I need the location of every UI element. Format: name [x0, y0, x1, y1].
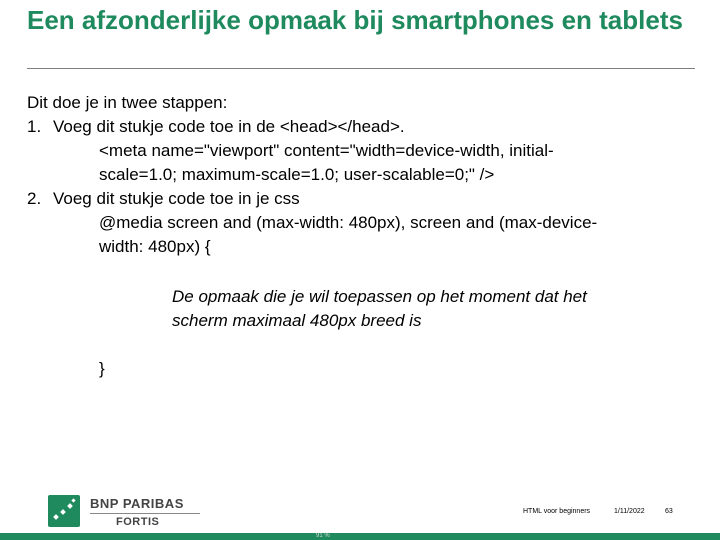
- step-1-text: Voeg dit stukje code toe in de <head></head>.: [53, 117, 405, 136]
- slide-footer: [0, 480, 720, 540]
- closing-brace: }: [99, 359, 105, 378]
- footer-progress-bar: [0, 533, 720, 540]
- logo-text-fortis: FORTIS: [116, 516, 160, 528]
- step-2-code-line-1: @media screen and (max-width: 480px), screen and (max-device-: [99, 213, 598, 232]
- step-1-code-line-2: scale=1.0; maximum-scale=1.0; user-scalable=0;" />: [99, 165, 495, 184]
- bnp-paribas-stars-icon: [48, 495, 80, 527]
- title-divider: [27, 68, 695, 69]
- logo-text-bnp-paribas: BNP PARIBAS: [90, 496, 184, 511]
- footer-page-number: 63: [665, 508, 673, 515]
- bnp-paribas-fortis-logo: [48, 495, 208, 529]
- footer-progress-label: 91 %: [316, 533, 330, 539]
- footer-date: 1/11/2022: [614, 508, 645, 515]
- intro-text: Dit doe je in twee stappen:: [27, 93, 228, 112]
- step-2-code-line-2: width: 480px) {: [99, 237, 211, 256]
- step-1-number: 1.: [27, 117, 42, 136]
- step-2-text: Voeg dit stukje code toe in je css: [53, 189, 300, 208]
- step-2-number: 2.: [27, 189, 42, 208]
- slide-title: Een afzonderlijke opmaak bij smartphones en tablets: [27, 5, 683, 35]
- step-1-code-line-1: <meta name="viewport" content="width=device-width, initial-: [99, 141, 554, 160]
- logo-divider: [90, 513, 200, 514]
- footer-course-title: HTML voor beginners: [523, 508, 591, 515]
- code-comment-line-1: De opmaak die je wil toepassen op het moment dat het: [172, 287, 587, 306]
- code-comment-line-2: scherm maximaal 480px breed is: [172, 311, 422, 330]
